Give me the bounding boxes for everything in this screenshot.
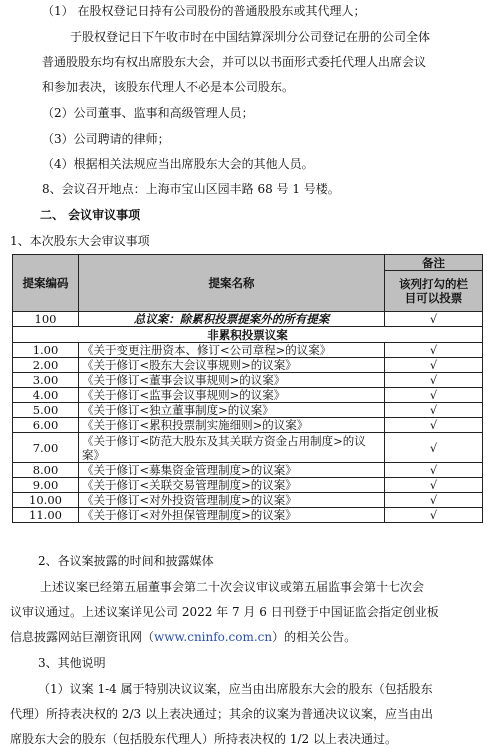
paragraph-notes-line3: 席股东大会的股东（包括股东代理人）所持表决权的 1/2 以上表决通过。 [10,732,397,746]
table-row-group [13,327,483,343]
total-check: √ [385,312,483,327]
paragraph-notes-line1: （1）议案 1-4 属于特别决议议案，应当由出席股东大会的股东（包括股东 [38,682,433,696]
proposal-code: 6.00 [13,418,79,433]
sub-heading-other-notes: 3、其他说明 [38,656,106,670]
cninfo-link[interactable]: www.cninfo.com.cn [154,630,273,644]
proposal-name: 《关于修订<股东大会议事规则>的议案》 [79,358,385,373]
paragraph-lawyers: （3）公司聘请的律师； [42,132,170,146]
vote-check: √ [385,508,483,523]
proposal-code: 9.00 [13,478,79,493]
proposal-code: 11.00 [13,508,79,523]
vote-check: √ [385,388,483,403]
disclosure-text-pre: 信息披露网站巨潮资讯网（ [10,630,155,644]
vote-check: √ [385,478,483,493]
proposal-code: 10.00 [13,493,79,508]
header-note-line2: 目可以投票 [404,291,463,305]
paragraph-disclosure-line3 [10,629,356,645]
table-row [13,433,483,463]
table-row [13,403,483,418]
paragraph-registration-line2: 普通股股东均有权出席股东大会，并可以以书面形式委托代理人出席会议 [42,55,427,69]
paragraph-disclosure-line2: 议审议通过。上述议案详见公司 2022 年 7 月 6 日刊登于中国证监会指定创业板 [10,605,439,619]
proposal-code: 8.00 [13,463,79,478]
table-row [13,418,483,433]
proposal-code: 7.00 [13,433,79,463]
vote-check: √ [385,493,483,508]
total-name: 总议案：除累积投票提案外的所有提案 [79,312,385,327]
table-row-total [13,312,483,327]
sub-heading-agenda-items: 1、本次股东大会审议事项 [10,234,150,248]
vote-check: √ [385,463,483,478]
header-name: 提案名称 [79,255,385,312]
table-row [13,508,483,523]
header-note: 备注 [385,255,483,271]
disclosure-text-post: ）的相关公告。 [272,630,357,644]
table-row [13,493,483,508]
header-code: 提案编码 [13,255,79,312]
proposal-code: 3.00 [13,373,79,388]
paragraph-registration-line3: 和参加表决，该股东代理人不必是本公司股东。 [42,80,295,94]
proposal-name: 《关于修订<独立董事制度>的议案》 [79,403,385,418]
proposal-name: 《关于修订<监事会议事规则>的议案》 [79,388,385,403]
header-note-line1: 该列打勾的栏 [399,277,468,291]
group-label: 非累积投票议案 [13,327,483,343]
paragraph-registration-line1: 于股权登记日下午收市时在中国结算深圳分公司登记在册的公司全体 [70,30,431,44]
proposal-name: 《关于修订<防范大股东及其关联方资金占用制度>的议案》 [79,433,385,463]
proposal-name: 《关于修订<累积投票制实施细则>的议案》 [79,418,385,433]
vote-check: √ [385,358,483,373]
proposal-name: 《关于变更注册资本、修订<公司章程>的议案》 [79,343,385,358]
vote-check: √ [385,373,483,388]
proposal-code: 4.00 [13,388,79,403]
proposal-name: 《关于修订<董事会议事规则>的议案》 [79,373,385,388]
section-heading-agenda: 二、 会议审议事项 [40,208,141,222]
proposal-name: 《关于修订<对外投资管理制度>的议案》 [79,493,385,508]
paragraph-shareholders: （1） 在股权登记日持有公司股份的普通股股东或其代理人； [42,4,366,18]
proposal-name: 《关于修订<关联交易管理制度>的议案》 [79,478,385,493]
proposal-code: 5.00 [13,403,79,418]
agenda-table [12,254,483,523]
table-row [13,463,483,478]
header-note-description [385,271,483,312]
table-row [13,388,483,403]
proposal-code: 1.00 [13,343,79,358]
table-row [13,373,483,388]
paragraph-disclosure-line1: 上述议案已经第五届董事会第二十次会议审议或第五届监事会第十七次会 [40,580,425,594]
proposal-code: 2.00 [13,358,79,373]
vote-check: √ [385,433,483,463]
total-code: 100 [13,312,79,327]
table-row [13,343,483,358]
paragraph-directors: （2）公司董事、监事和高级管理人员； [42,106,254,120]
table-row [13,478,483,493]
paragraph-notes-line2: 代理）所持表决权的 2/3 以上表决通过；其余的议案为普通决议议案，应当由出 [10,707,433,721]
paragraph-others: （4）根据相关法规应当出席股东大会的其他人员。 [42,157,314,171]
proposal-name: 《关于修订<对外担保管理制度>的议案》 [79,508,385,523]
proposal-name: 《关于修订<募集资金管理制度>的议案》 [79,463,385,478]
vote-check: √ [385,343,483,358]
sub-heading-disclosure: 2、各议案披露的时间和披露媒体 [38,554,214,568]
vote-check: √ [385,418,483,433]
vote-check: √ [385,403,483,418]
table-row [13,358,483,373]
paragraph-meeting-location: 8、会议召开地点：上海市宝山区园丰路 68 号 1 号楼。 [42,182,340,196]
table-header-row [13,255,483,271]
